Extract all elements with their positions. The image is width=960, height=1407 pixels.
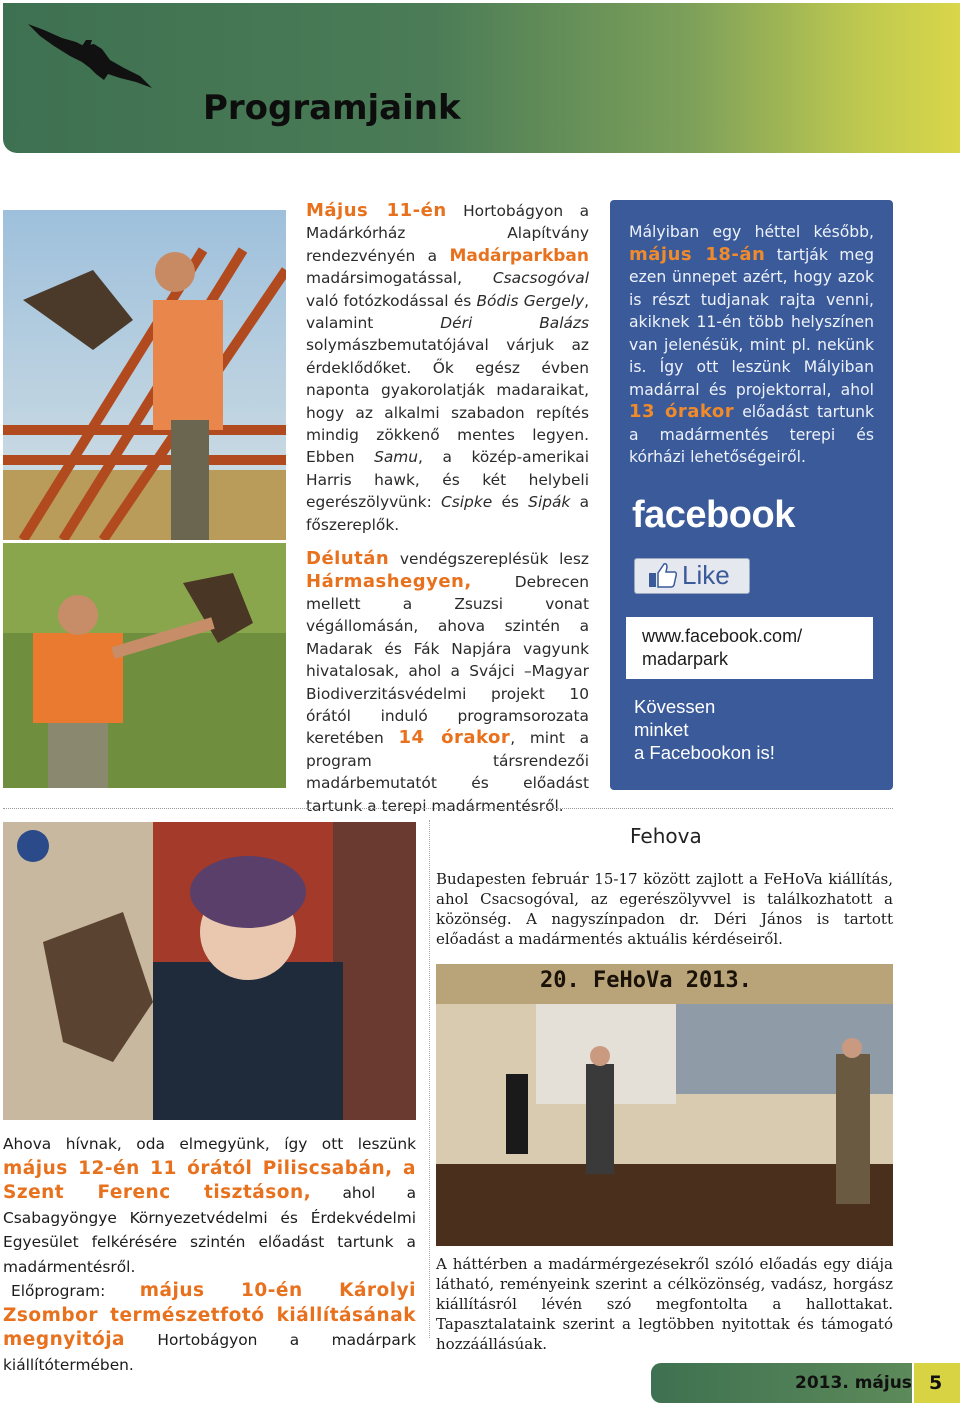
- text-run: Csipke: [441, 493, 493, 512]
- ahova-article: [3, 1132, 416, 1377]
- text-run: előadást tartunk a madármentés terepi és kórházi lehetőségeiről.: [629, 403, 875, 466]
- text-run: Madárparkban: [449, 245, 589, 266]
- stage-banner: 20. FeHoVa 2013.: [540, 968, 752, 993]
- issue-date: 2013. május: [795, 1373, 912, 1393]
- text-run: május 12-én 11 órától Piliscsabán, a Szent Ferenc tisztáson,: [3, 1157, 416, 1203]
- may11-article: [306, 200, 589, 817]
- malyi-paragraph: [629, 221, 874, 469]
- text-run: és: [492, 493, 529, 512]
- thumbs-up-icon: [648, 562, 678, 588]
- text-run: ahol a Csabagyöngye Környezetvédelmi és Érdekvédelmi Egyesület felkérésére szintén előadást tartunk a madármentésről.: [3, 1184, 416, 1276]
- text-run: 14 órakor: [398, 727, 511, 749]
- fehova-title: Fehova: [630, 824, 702, 848]
- text-run: május 10-én Károlyi Zsombor természetfotó kiállításának megnyitója: [3, 1280, 416, 1350]
- text-run: solymászbemutatójával várjuk az érdeklődőket. Ők egész évben naponta gyakorolatják madaraikat, hogy az alkalmi szabadon repítés mindig zökkenő mentes legyen. Ebben: [306, 336, 589, 467]
- text-run: Hortobágyon a Madárkórház Alapítvány rendezvényén a: [306, 202, 589, 265]
- text-run: , a közép-amerikai Harris hawk, és két helybeli egerészölyvünk:: [306, 448, 589, 512]
- text-run: Hortobágyon a madárpark kiállítótermében.: [3, 1331, 416, 1374]
- may11-paragraph-1: [306, 200, 589, 536]
- text-run: tartják meg ezen ünnepet azért, hogy azok is részt tudjanak rajta venni, akiknek 11-én több helyszínen van jelenésük, mint pl. nekünk is. Így ott leszünk Mályiban madárral és projektorral, ahol: [629, 245, 874, 399]
- text-run: , valamint: [306, 291, 589, 333]
- text-run: Déri Balázs: [440, 314, 589, 333]
- text-run: Ahova hívnak, oda elmegyünk, így ott leszünk: [3, 1135, 416, 1153]
- follow-us-text: [634, 695, 864, 764]
- text-run: Sipák: [528, 493, 571, 512]
- follow-line-3: a Facebookon is!: [634, 742, 775, 763]
- text-run: Mályiban egy héttel később,: [629, 223, 874, 241]
- text-run: vendégszereplésük lesz: [389, 550, 589, 569]
- text-run: Bódis Gergely: [476, 291, 585, 310]
- fehova-paragraph: Budapesten február 15-17 között zajlott a FeHoVa kiállítás, ahol Csacsogóval, az egerészölyvvel is találkozhatott a közönség. A nagyszínpadon dr. Déri János is tartott előadást a madármentés aktuális kérdéseiről.: [436, 870, 893, 948]
- text-run: Előprogram:: [11, 1282, 140, 1300]
- follow-line-2: minket: [634, 719, 689, 740]
- piliscsaba-paragraph: [3, 1132, 416, 1279]
- text-run: madársimogatással,: [306, 269, 493, 288]
- falconer-photo: [3, 210, 286, 540]
- text-run: Csacsogóval: [492, 269, 589, 288]
- text-run: való fotózkodással és: [306, 291, 477, 310]
- bird-stamp-icon: [12, 830, 46, 864]
- like-button-label[interactable]: Like: [682, 560, 730, 590]
- section-divider: [3, 808, 893, 809]
- page-title: Programjaink: [203, 88, 461, 128]
- page-number: 5: [929, 1372, 943, 1394]
- facebook-url[interactable]: [642, 625, 862, 671]
- stage-photo-caption: A háttérben a madármérgezésekről szóló előadás egy diája látható, reményeink szerint a célközönség, vadász, horgász kiállításról lévén szó megfontolta a hallottakat. Tapasztalataink szerint a legtöbben nyitottak és támogató hozzáállásúak.: [436, 1255, 893, 1353]
- text-run: május 18-án: [629, 243, 766, 265]
- text-run: Samu: [374, 448, 419, 467]
- vertical-divider: [429, 820, 430, 1338]
- fehova-stage-photo: [436, 964, 893, 1246]
- text-run: Hármashegyen,: [306, 570, 472, 592]
- follow-line-1: Kövessen: [634, 696, 716, 717]
- boy-with-hawk-photo: [3, 543, 286, 788]
- facebook-logo[interactable]: facebook: [632, 494, 795, 536]
- preprogram-paragraph: [3, 1279, 416, 1377]
- eagle-silhouette-icon: [24, 16, 154, 94]
- text-run: 13 órakor: [629, 401, 735, 422]
- text-run: Debrecen mellett a Zsuzsi vonat végállomásán, ahova szintén a Madarak és Fák Napjára vagyunk hivatalosak, ahol a Svájci –Magyar Biodiverzitásvédelmi projekt 10 órától induló programsorozata keretében: [306, 572, 589, 748]
- girl-with-buzzard-photo: [3, 822, 416, 1120]
- may11-paragraph-2: [306, 548, 589, 817]
- text-run: , mint a program társrendezői madárbemutatót és előadást tartunk a terepi madármentésről.: [306, 729, 590, 815]
- text-run: Május 11-én: [306, 200, 447, 221]
- facebook-url-line-2[interactable]: madarpark: [642, 649, 729, 669]
- facebook-url-line-1[interactable]: www.facebook.com/: [642, 626, 803, 646]
- text-run: Délután: [306, 548, 390, 570]
- text-run: a főszereplők.: [306, 493, 590, 534]
